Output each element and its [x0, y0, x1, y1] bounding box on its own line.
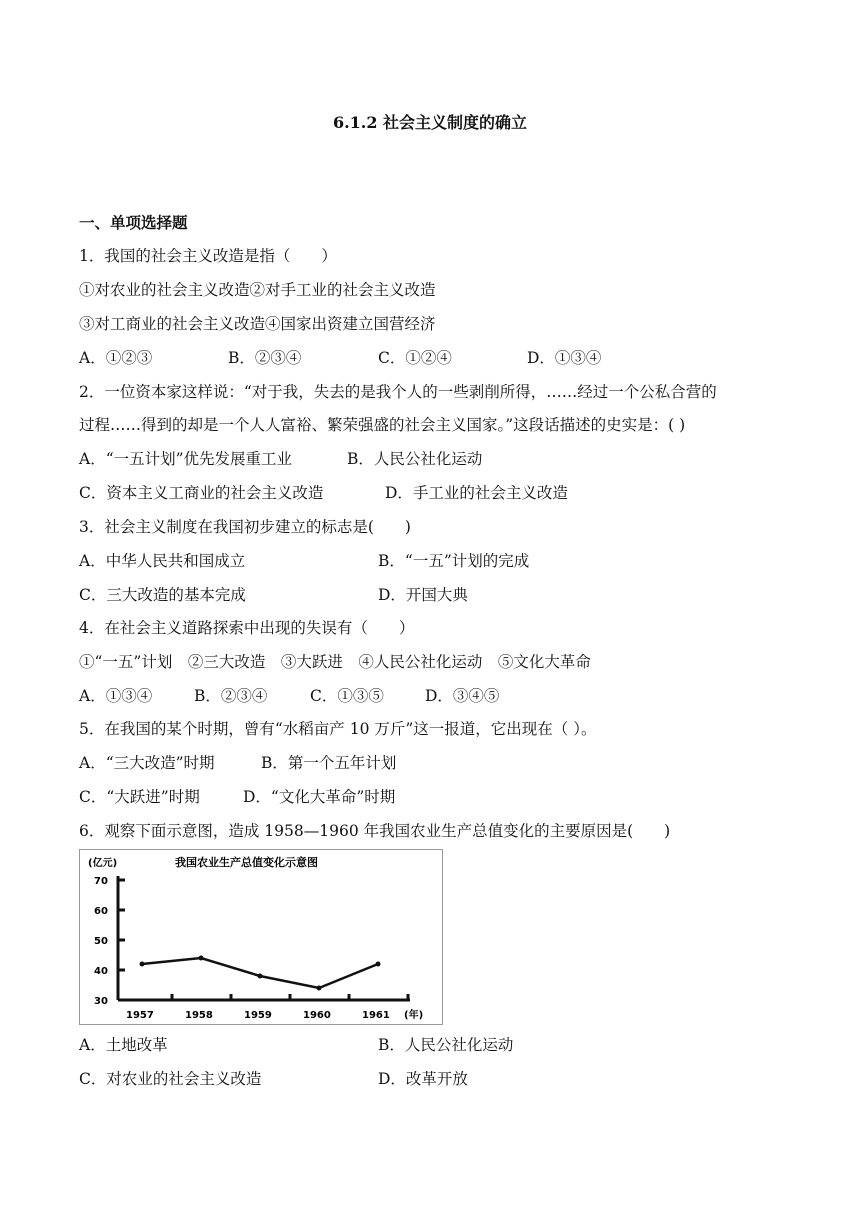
agri-output-chart	[79, 849, 443, 1025]
x-tick-label: 1958	[185, 1010, 213, 1021]
q2-option-c[interactable]: C．资本主义工商业的社会主义改造	[79, 484, 324, 502]
x-tick-label: 1957	[126, 1010, 154, 1021]
chart-title: 我国农业生产总值变化示意图	[175, 856, 318, 869]
q4-statements: ①“一五”计划 ②三大改造 ③大跃进 ④人民公社化运动 ⑤文化大革命	[79, 653, 591, 671]
data-point	[199, 956, 204, 961]
q1-option-d[interactable]: D．①③④	[527, 349, 602, 367]
q5-stem: 5．在我国的某个时期，曾有“水稻亩产 10 万斤”这一报道，它出现在（ ）。	[79, 720, 597, 738]
q4-stem: 4．在社会主义道路探索中出现的失误有（ ）	[79, 619, 415, 637]
chart-ylabel: (亿元)	[88, 858, 118, 869]
q2-option-d[interactable]: D．手工业的社会主义改造	[385, 484, 568, 502]
q3-option-c[interactable]: C．三大改造的基本完成	[79, 586, 246, 604]
x-tick-label: 1960	[303, 1010, 331, 1021]
q6-option-b[interactable]: B．人民公社化运动	[378, 1036, 514, 1054]
data-point	[140, 962, 145, 967]
q2-option-b[interactable]: B．人民公社化运动	[347, 450, 483, 468]
q1-option-b[interactable]: B．②③④	[228, 349, 302, 367]
q1-statement-2: ③对工商业的社会主义改造④国家出资建立国营经济	[79, 315, 436, 333]
q3-option-d[interactable]: D．开国大典	[378, 586, 468, 604]
chart-xlabel: (年)	[404, 1010, 424, 1021]
q3-option-b[interactable]: B．“一五”计划的完成	[378, 552, 530, 570]
q5-option-c[interactable]: C．“大跃进”时期	[79, 788, 200, 806]
x-tick-label: 1959	[244, 1010, 272, 1021]
chart-svg	[80, 850, 442, 1024]
q1-stem: 1．我国的社会主义改造是指（ ）	[79, 247, 337, 265]
section-heading: 一、单项选择题	[79, 213, 188, 232]
q4-option-a[interactable]: A．①③④	[79, 687, 153, 705]
q6-option-c[interactable]: C．对农业的社会主义改造	[79, 1070, 262, 1088]
data-point	[376, 962, 381, 967]
y-tick-label: 60	[94, 906, 108, 917]
q1-option-c[interactable]: C．①②④	[378, 349, 452, 367]
q2-stem: 2．一位资本家这样说：“对于我，失去的是我个人的一些剥削所得，……经过一个公私合营的	[79, 383, 717, 401]
x-tick-label: 1961	[362, 1010, 390, 1021]
q2-option-a[interactable]: A．“一五计划”优先发展重工业	[79, 450, 293, 468]
q4-option-d[interactable]: D．③④⑤	[425, 687, 500, 705]
y-tick-label: 70	[94, 876, 108, 887]
page-title: 6.1.2 社会主义制度的确立	[332, 113, 528, 132]
q1-statement-1: ①对农业的社会主义改造②对手工业的社会主义改造	[79, 281, 436, 299]
y-tick-label: 40	[94, 966, 108, 977]
q1-option-a[interactable]: A．①②③	[79, 349, 153, 367]
q5-option-b[interactable]: B．第一个五年计划	[261, 754, 397, 772]
q4-option-c[interactable]: C．①③⑤	[310, 687, 384, 705]
q5-option-d[interactable]: D．“文化大革命”时期	[243, 788, 396, 806]
q6-option-d[interactable]: D．改革开放	[378, 1070, 468, 1088]
data-point	[317, 986, 322, 991]
q3-option-a[interactable]: A．中华人民共和国成立	[79, 552, 246, 570]
data-point	[258, 974, 263, 979]
q3-stem: 3．社会主义制度在我国初步建立的标志是( )	[79, 518, 411, 536]
q6-stem: 6．观察下面示意图，造成 1958—1960 年我国农业生产总值变化的主要原因是( )	[79, 822, 671, 840]
q5-option-a[interactable]: A．“三大改造”时期	[79, 754, 215, 772]
y-tick-label: 50	[94, 936, 108, 947]
series-line	[142, 958, 378, 988]
y-tick-label: 30	[94, 996, 108, 1007]
q4-option-b[interactable]: B．②③④	[194, 687, 268, 705]
q2-stem-cont: 过程……得到的却是一个人人富裕、繁荣强盛的社会主义国家。”这段话描述的史实是：( )	[79, 416, 686, 434]
q6-option-a[interactable]: A．土地改革	[79, 1036, 168, 1054]
